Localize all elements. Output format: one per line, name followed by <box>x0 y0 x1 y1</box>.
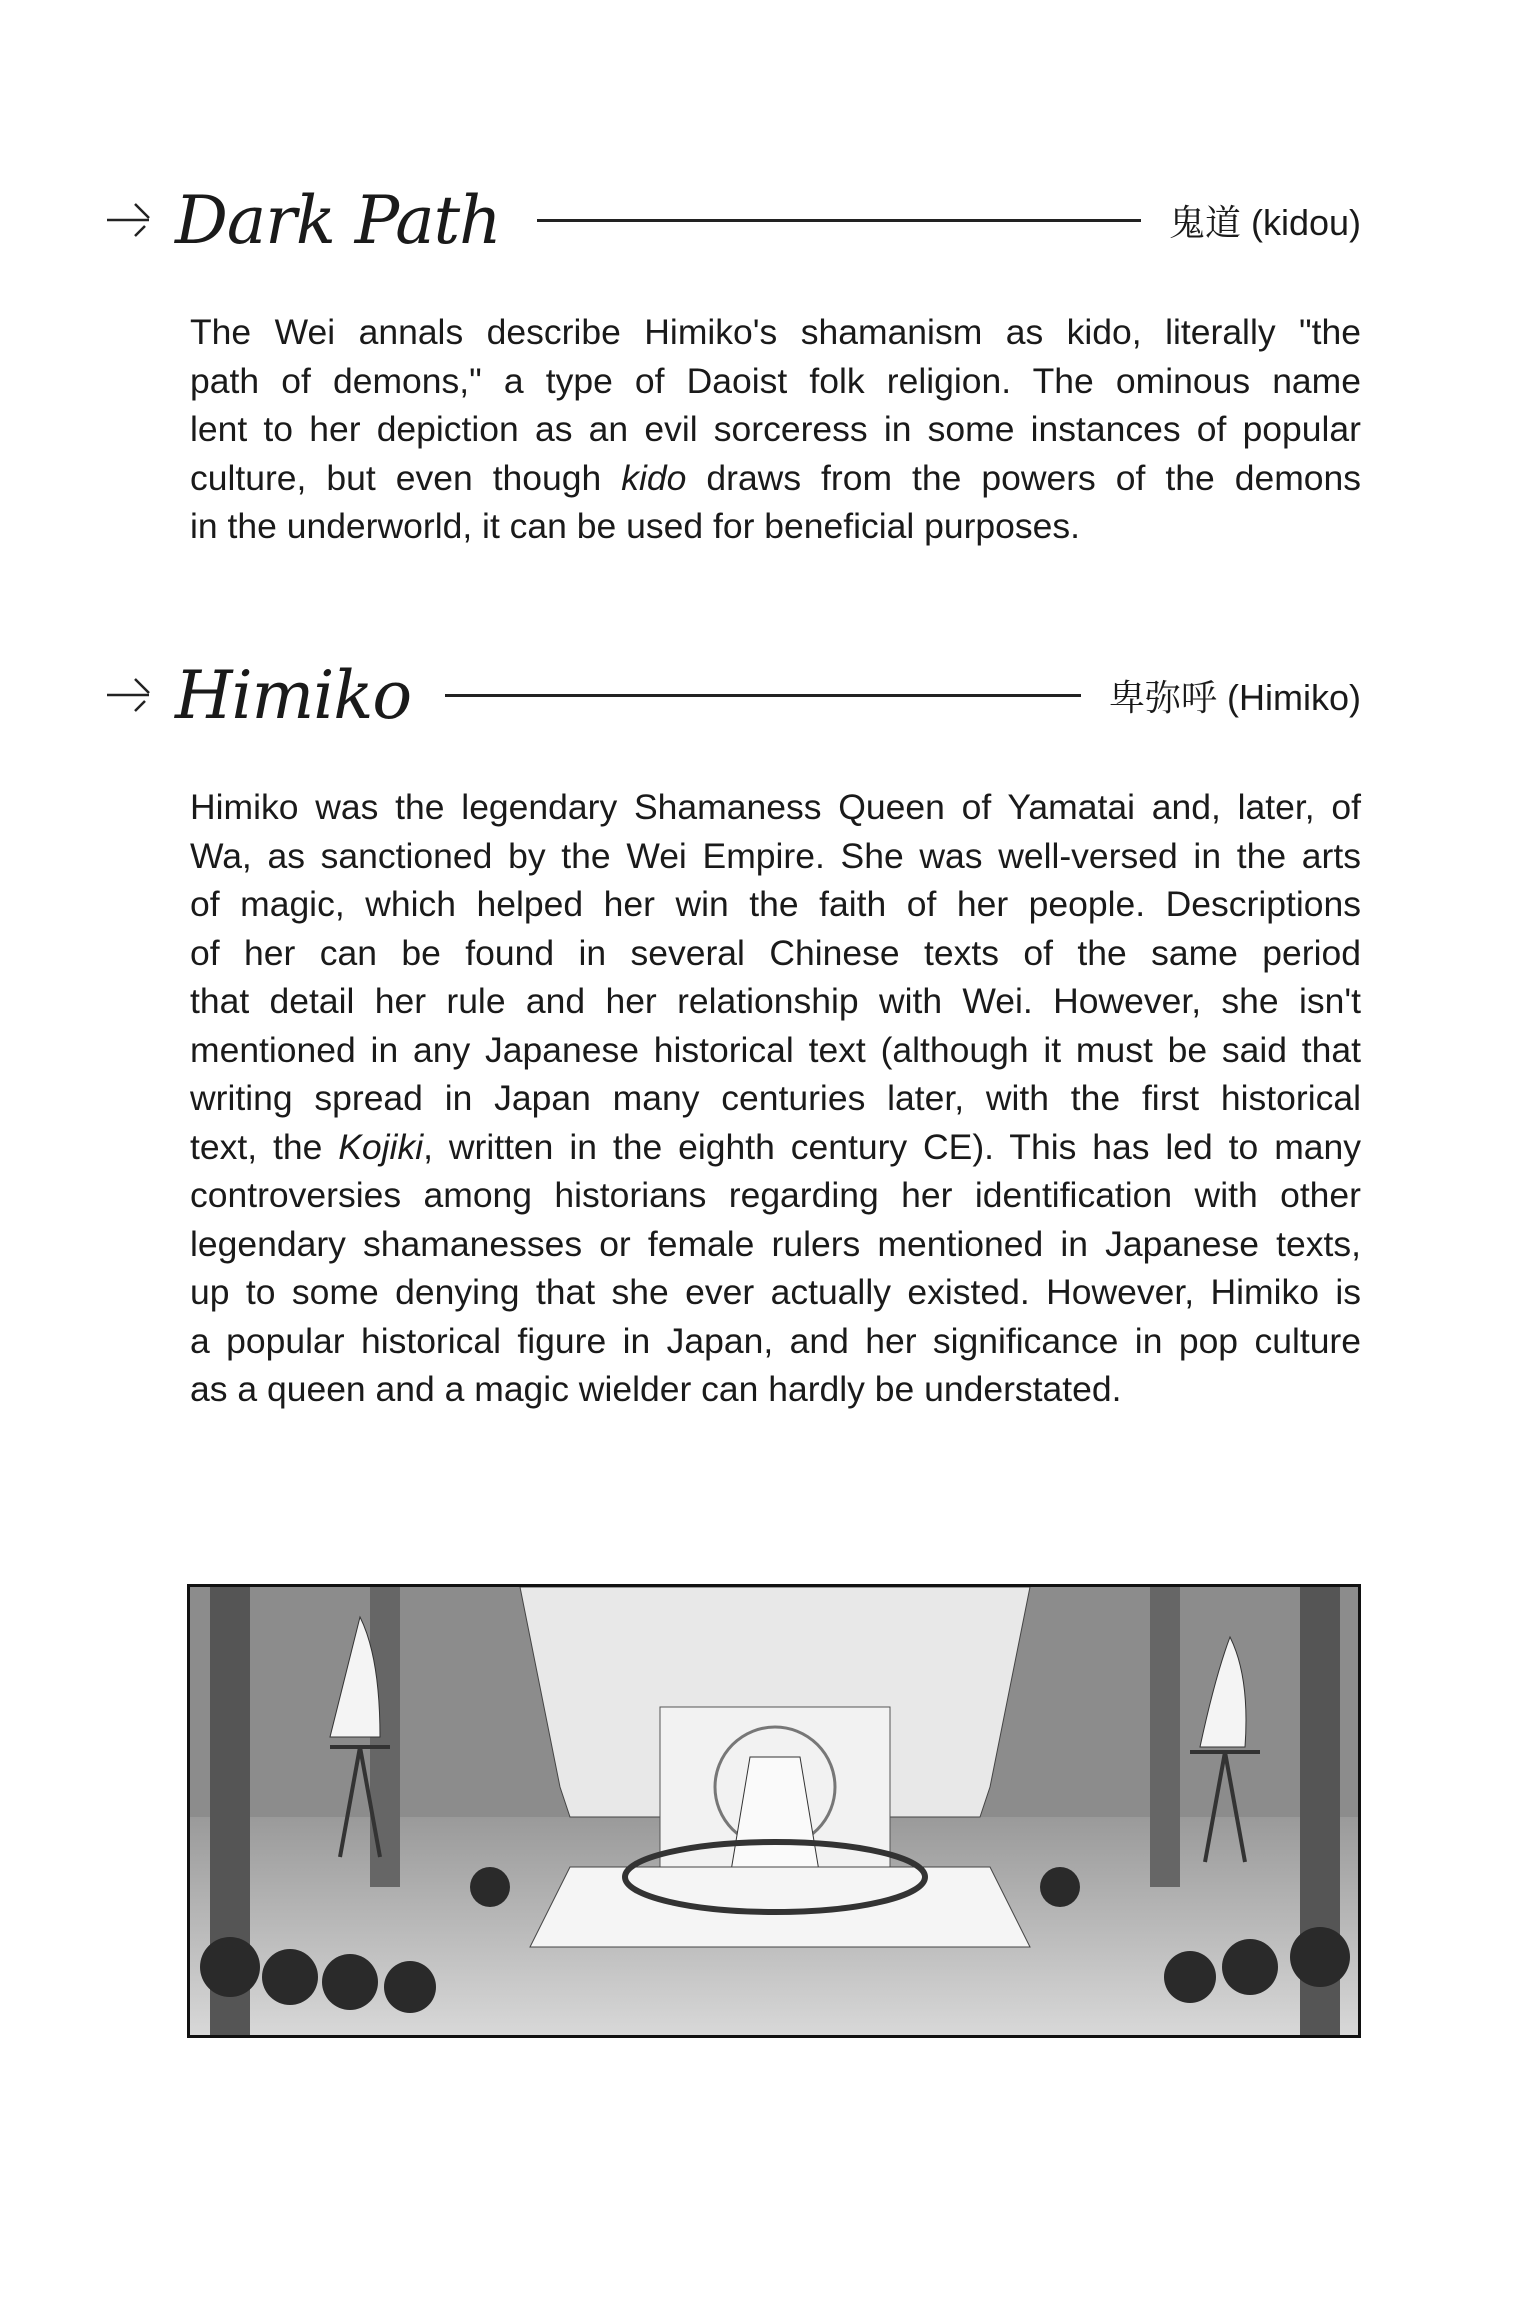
text-line <box>190 1171 1361 1220</box>
text-segment: a popular historical figure in Japan, and her significance in pop culture <box>190 1320 1361 1361</box>
text-line <box>190 1220 1361 1269</box>
throne-room-scene <box>190 1587 1358 2035</box>
section-title: Dark Path <box>175 181 501 259</box>
text-segment: controversies among historians regarding her identification with other <box>190 1175 1361 1215</box>
text-line <box>190 1365 1361 1414</box>
text-line <box>190 308 1361 357</box>
text-segment: that detail her rule and her relationship with Wei. However, she isn't <box>190 981 1361 1021</box>
divider <box>537 219 1141 222</box>
text-line <box>190 502 1361 551</box>
text-segment: in the underworld, it can be used for beneficial purposes. <box>190 506 1081 546</box>
text-segment: up to some denying that she ever actually existed. However, Himiko is <box>190 1272 1361 1312</box>
text-segment: culture, but even though <box>190 457 622 498</box>
text-line <box>190 1026 1361 1075</box>
manga-panel-illustration <box>187 1584 1361 2038</box>
section-body-himiko <box>190 783 1361 1414</box>
text-segment: path of demons," a type of Daoist folk religion. The ominous name <box>190 360 1361 401</box>
text-line <box>190 454 1361 503</box>
italic-term: kido <box>621 457 687 498</box>
text-segment: The Wei annals describe Himiko's shamanism as kido, literally "the <box>190 312 1361 352</box>
text-segment: mentioned in any Japanese historical text (although it must be said that <box>190 1029 1361 1070</box>
text-line <box>190 357 1361 406</box>
section-heading-dark-path <box>105 170 1361 270</box>
arrow-bullet-icon <box>105 675 157 715</box>
text-line <box>190 1268 1361 1317</box>
section-body-dark-path <box>190 308 1361 551</box>
text-line <box>190 832 1361 881</box>
text-segment: lent to her depiction as an evil sorceress in some instances of popular <box>190 409 1361 449</box>
section-reading: 鬼道 (kidou) <box>1168 201 1361 243</box>
text-segment: of her can be found in several Chinese texts of the same period <box>190 932 1361 973</box>
text-segment: of magic, which helped her win the faith of her people. Descriptions <box>190 884 1361 924</box>
text-line <box>190 1317 1361 1366</box>
text-segment: Wa, as sanctioned by the Wei Empire. She was well-versed in the arts <box>190 835 1361 876</box>
text-line <box>190 880 1361 929</box>
text-segment: as a queen and a magic wielder can hardly be understated. <box>190 1369 1122 1409</box>
text-line <box>190 405 1361 454</box>
divider <box>445 694 1081 697</box>
text-line <box>190 929 1361 978</box>
text-segment: writing spread in Japan many centuries later, with the first historical <box>190 1078 1361 1118</box>
section-reading: 卑弥呼 (Himiko) <box>1109 676 1361 718</box>
italic-term: Kojiki <box>338 1126 424 1167</box>
text-line <box>190 977 1361 1026</box>
text-segment: Himiko was the legendary Shamaness Queen of Yamatai and, later, of <box>190 787 1361 827</box>
text-segment: , written in the eighth century CE). This has led to many <box>423 1126 1362 1167</box>
section-heading-himiko <box>105 645 1361 745</box>
text-segment: legendary shamanesses or female rulers mentioned in Japanese texts, <box>190 1223 1361 1264</box>
text-line <box>190 1074 1361 1123</box>
text-line <box>190 1123 1361 1172</box>
arrow-bullet-icon <box>105 200 157 240</box>
text-line <box>190 783 1361 832</box>
text-segment: text, the <box>190 1126 339 1167</box>
section-title: Himiko <box>175 656 412 734</box>
text-segment: draws from the powers of the demons <box>686 457 1362 498</box>
